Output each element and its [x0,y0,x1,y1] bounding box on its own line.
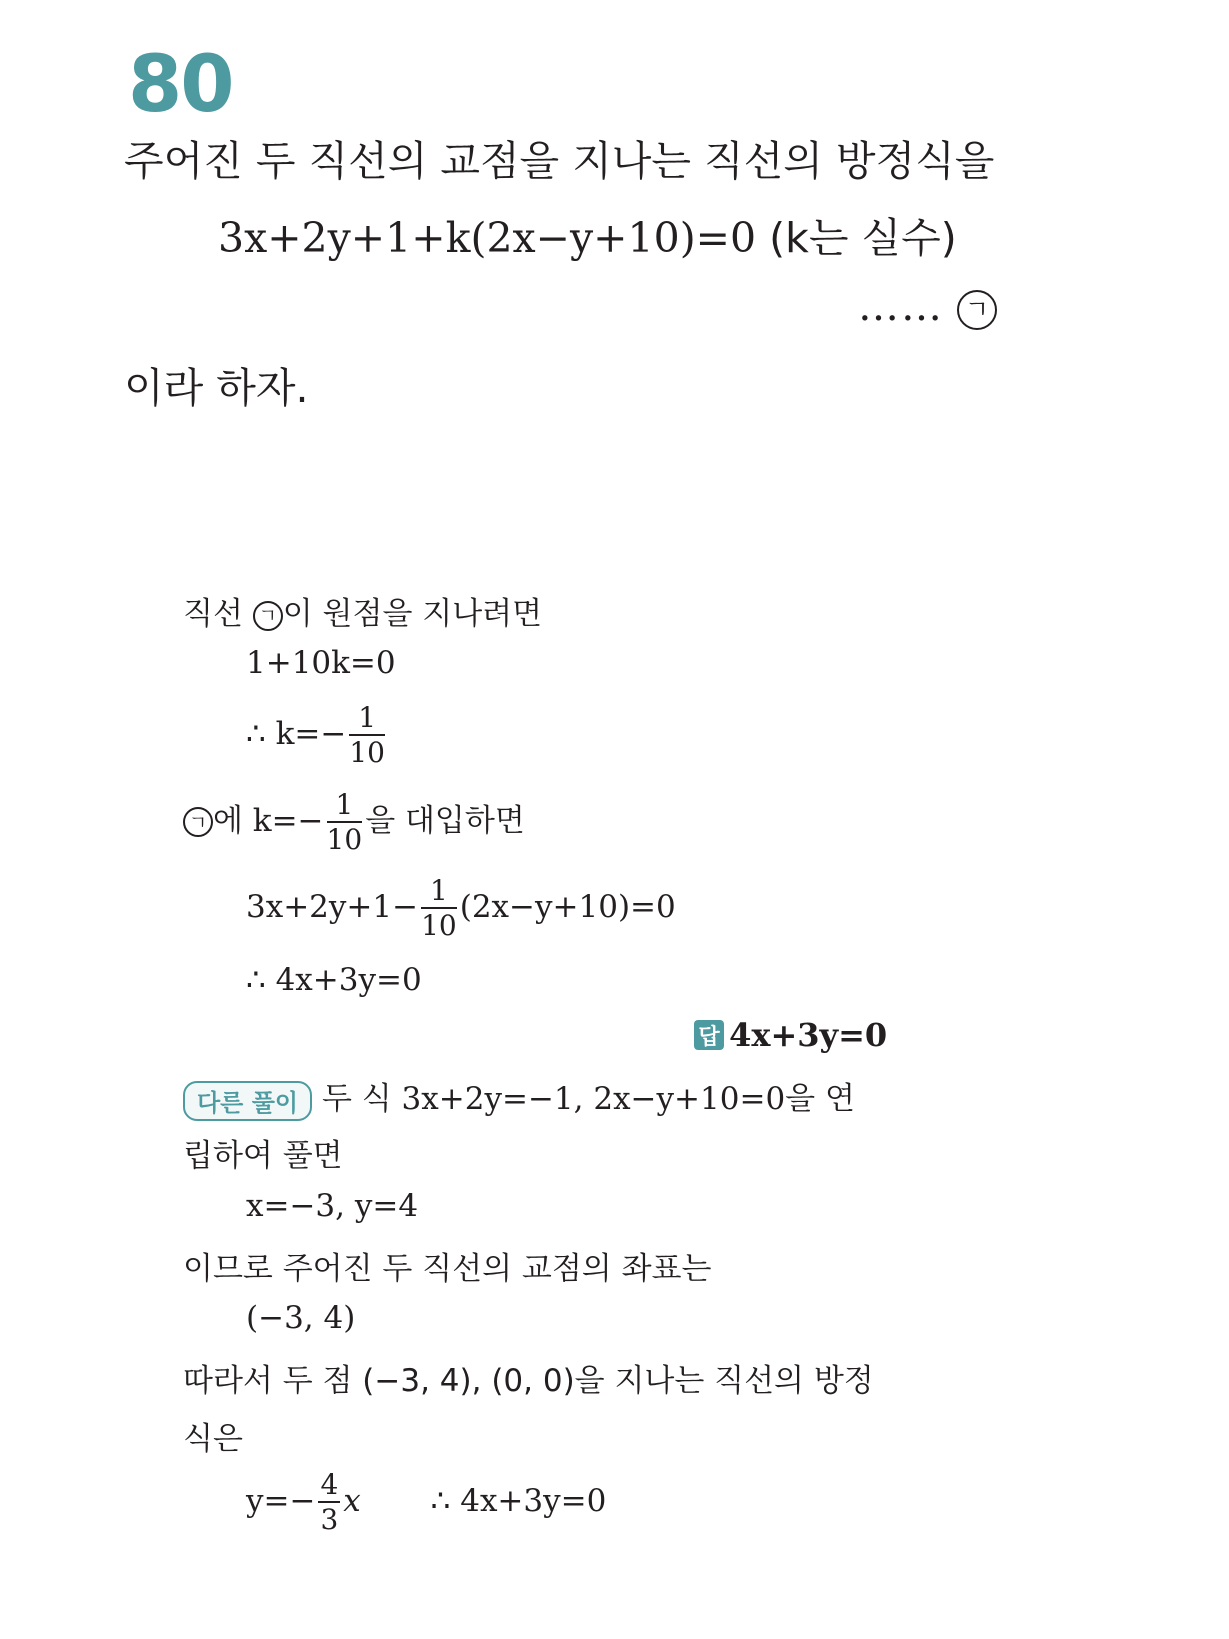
alt-solution-line-4: 이므로 주어진 두 직선의 교점의 좌표는 [183,1251,712,1287]
alt-solution-line-1: 다른 풀이 두 식 3x+2y=−1, 2x−y+10=0을 연 [183,1073,855,1121]
problem-equation [218,205,957,264]
equation-note: (k는 실수) [769,214,957,262]
answer-label: 답 [694,1020,724,1050]
fraction-one-tenth: $\frac{1}{10}$ [349,701,385,770]
problem-number: 80 [128,40,233,130]
equation-main: 3x+2y+1+k(2x−y+10)=0 [218,214,757,262]
solution-line-6: ∴ 4x+3y=0 [246,962,422,998]
alt-solution-line-3: x=−3, y=4 [246,1188,419,1224]
leader-dots: …… [858,282,944,330]
answer-value: 4x+3y=0 [729,1016,888,1054]
solution-line-5: 3x+2y+1− $\frac{1}{10}$ (2x−y+10)=0 [246,874,676,943]
problem-statement-line1: 주어진 두 직선의 교점을 지나는 직선의 방정식을 [124,137,995,185]
alt-solution-line-5: (−3, 4) [246,1300,356,1336]
alt-solution-badge: 다른 풀이 [183,1081,312,1121]
problem-statement-line3: 이라 하자. [124,364,309,412]
equation-marker-row [858,282,997,330]
therefore-k: ∴ k=− [246,715,347,752]
solution-line-4: ㄱ 에 k=− $\frac{1}{10}$ 을 대입하면 [183,790,525,855]
marker-giyeok-icon: ㄱ [253,601,283,631]
alt-solution-line-8: y=− $\frac{4}{3}$ x ∴ 4x+3y=0 [246,1468,607,1537]
solution-line-2: 1+10k=0 [246,645,396,681]
marker-giyeok-icon: ㄱ [183,807,213,837]
marker-giyeok-icon: ㄱ [957,290,997,330]
answer-row [694,1016,887,1054]
fraction-four-thirds: $\frac{4}{3}$ [320,1468,339,1537]
solution-line-1: 직선 ㄱ 이 원점을 지나려면 [183,596,543,632]
fraction-one-tenth: $\frac{1}{10}$ [326,788,363,857]
fraction-one-tenth: $\frac{1}{10}$ [421,874,457,943]
solution-line-3 [246,703,388,768]
alt-solution-line-7: 식은 [183,1421,243,1457]
alt-solution-line-6: 따라서 두 점 (−3, 4), (0, 0)을 지나는 직선의 방정 [183,1363,874,1399]
alt-solution-line-2: 립하여 풀면 [183,1138,343,1174]
